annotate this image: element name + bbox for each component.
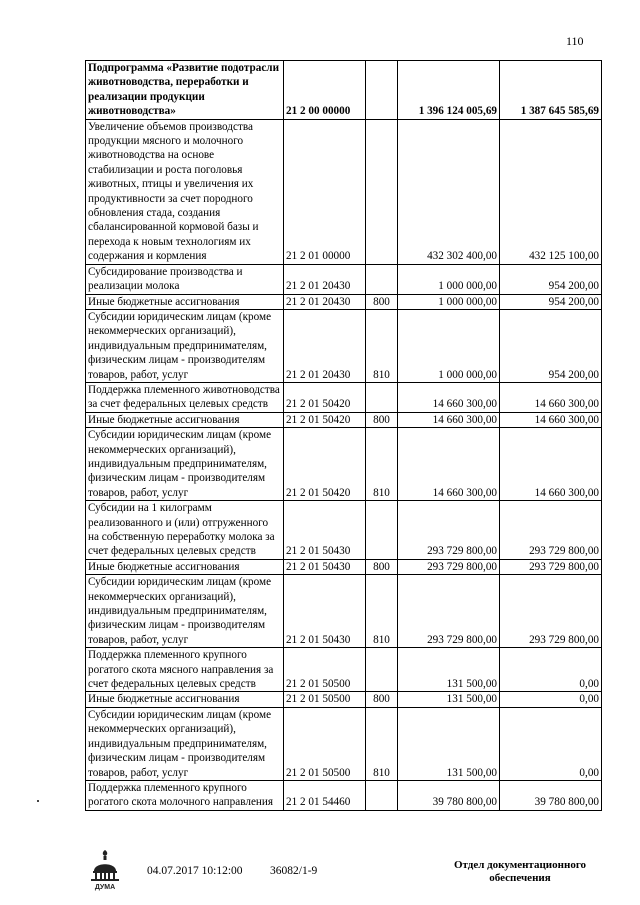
row-sum-2018: 1 000 000,00 [398, 309, 500, 382]
row-sum-2018: 131 500,00 [398, 707, 500, 780]
row-name: Субсидии на 1 килограмм реализованного и (или) отгруженного на собственную переработку молока за счет федеральных целевых средств [86, 501, 284, 560]
row-sum-2018: 432 302 400,00 [398, 119, 500, 264]
row-name: Субсидирование производства и реализации молока [86, 264, 284, 294]
table-row [86, 264, 602, 294]
row-sum-2018: 1 000 000,00 [398, 294, 500, 309]
row-vr-code [366, 648, 398, 692]
table-row [86, 294, 602, 309]
row-vr-code: 810 [366, 707, 398, 780]
table-row [86, 559, 602, 574]
row-name: Субсидии юридическим лицам (кроме некоммерческих организаций), индивидуальным предпринимателям, физическим лицам - производителям товаров, работ, услуг [86, 575, 284, 648]
row-vr-code [366, 501, 398, 560]
table-row [86, 428, 602, 501]
row-name: Поддержка племенного крупного рогатого скота молочного направления [86, 780, 284, 810]
row-csr-code: 21 2 01 50420 [284, 382, 366, 412]
row-name: Иные бюджетные ассигнования [86, 412, 284, 427]
row-vr-code: 800 [366, 412, 398, 427]
row-vr-code: 800 [366, 294, 398, 309]
row-sum-2019: 293 729 800,00 [500, 575, 602, 648]
page-footer [0, 845, 640, 895]
row-csr-code: 21 2 01 20430 [284, 264, 366, 294]
row-name: Субсидии юридическим лицам (кроме некоммерческих организаций), индивидуальным предпринимателям, физическим лицам - производителям товаров, работ, услуг [86, 428, 284, 501]
page-number: 110 [566, 34, 584, 48]
table-row [86, 780, 602, 810]
row-csr-code: 21 2 01 20430 [284, 294, 366, 309]
row-vr-code [366, 61, 398, 120]
row-sum-2018: 14 660 300,00 [398, 382, 500, 412]
row-sum-2018: 14 660 300,00 [398, 412, 500, 427]
row-sum-2019: 14 660 300,00 [500, 382, 602, 412]
row-vr-code: 800 [366, 692, 398, 707]
row-csr-code: 21 2 01 54460 [284, 780, 366, 810]
row-sum-2019: 1 387 645 585,69 [500, 61, 602, 120]
row-sum-2018: 14 660 300,00 [398, 428, 500, 501]
footer-department: Отдел документационного обеспечения [453, 859, 587, 884]
row-name: Увеличение объемов производства продукции мясного и молочного животноводства на основе стабилизации и роста поголовья животных, птицы и увеличения их продуктивности за счет породного обновления стада, создания сбалансированной кормовой базы и перехода к новым технологиям их содержания и кормления [86, 119, 284, 264]
row-name: Субсидии юридическим лицам (кроме некоммерческих организаций), индивидуальным предпринимателям, физическим лицам - производителям товаров, работ, услуг [86, 707, 284, 780]
row-vr-code [366, 119, 398, 264]
row-sum-2018: 293 729 800,00 [398, 575, 500, 648]
row-csr-code: 21 2 01 50430 [284, 575, 366, 648]
row-vr-code: 810 [366, 309, 398, 382]
row-csr-code: 21 2 01 50500 [284, 707, 366, 780]
row-name: Иные бюджетные ассигнования [86, 559, 284, 574]
table-row [86, 119, 602, 264]
row-sum-2019: 0,00 [500, 648, 602, 692]
row-name: Иные бюджетные ассигнования [86, 692, 284, 707]
row-sum-2019: 954 200,00 [500, 294, 602, 309]
row-name: Поддержка племенного крупного рогатого скота мясного направления за счет федеральных целевых средств [86, 648, 284, 692]
row-name: Субсидии юридическим лицам (кроме некоммерческих организаций), индивидуальным предпринимателям, физическим лицам - производителям товаров, работ, услуг [86, 309, 284, 382]
row-csr-code: 21 2 01 00000 [284, 119, 366, 264]
row-vr-code [366, 264, 398, 294]
row-vr-code: 810 [366, 428, 398, 501]
row-sum-2018: 131 500,00 [398, 692, 500, 707]
row-vr-code: 810 [366, 575, 398, 648]
row-sum-2019: 293 729 800,00 [500, 559, 602, 574]
row-sum-2019: 14 660 300,00 [500, 428, 602, 501]
row-sum-2019: 954 200,00 [500, 309, 602, 382]
row-vr-code [366, 382, 398, 412]
row-sum-2019: 14 660 300,00 [500, 412, 602, 427]
row-csr-code: 21 2 01 50430 [284, 559, 366, 574]
row-sum-2019: 954 200,00 [500, 264, 602, 294]
footer-doc-code: 36082/1-9 [270, 865, 318, 877]
row-sum-2018: 1 396 124 005,69 [398, 61, 500, 120]
table-row [86, 692, 602, 707]
row-sum-2019: 39 780 800,00 [500, 780, 602, 810]
row-name: Подпрограмма «Развитие подотрасли животноводства, переработки и реализации продукции животноводства» [86, 61, 284, 120]
duma-emblem-icon [88, 847, 122, 891]
row-csr-code: 21 2 01 20430 [284, 309, 366, 382]
table-row [86, 501, 602, 560]
scan-speck [37, 800, 39, 802]
row-sum-2018: 293 729 800,00 [398, 559, 500, 574]
table-row [86, 382, 602, 412]
table-row [86, 309, 602, 382]
budget-table [85, 60, 602, 811]
row-name: Иные бюджетные ассигнования [86, 294, 284, 309]
row-vr-code [366, 780, 398, 810]
row-csr-code: 21 2 01 50500 [284, 648, 366, 692]
row-sum-2018: 293 729 800,00 [398, 501, 500, 560]
row-csr-code: 21 2 01 50430 [284, 501, 366, 560]
row-sum-2018: 1 000 000,00 [398, 264, 500, 294]
row-csr-code: 21 2 00 00000 [284, 61, 366, 120]
svg-text:ДУМА: ДУМА [94, 884, 116, 891]
row-sum-2019: 293 729 800,00 [500, 501, 602, 560]
row-csr-code: 21 2 01 50420 [284, 428, 366, 501]
row-name: Поддержка племенного животноводства за счет федеральных целевых средств [86, 382, 284, 412]
table-row [86, 707, 602, 780]
row-sum-2019: 0,00 [500, 692, 602, 707]
row-sum-2019: 0,00 [500, 707, 602, 780]
table-row [86, 412, 602, 427]
row-sum-2018: 39 780 800,00 [398, 780, 500, 810]
table-row [86, 61, 602, 120]
row-sum-2019: 432 125 100,00 [500, 119, 602, 264]
row-csr-code: 21 2 01 50500 [284, 692, 366, 707]
row-vr-code: 800 [366, 559, 398, 574]
table-row [86, 648, 602, 692]
row-sum-2018: 131 500,00 [398, 648, 500, 692]
footer-datetime: 04.07.2017 10:12:00 [147, 865, 243, 877]
table-row [86, 575, 602, 648]
row-csr-code: 21 2 01 50420 [284, 412, 366, 427]
